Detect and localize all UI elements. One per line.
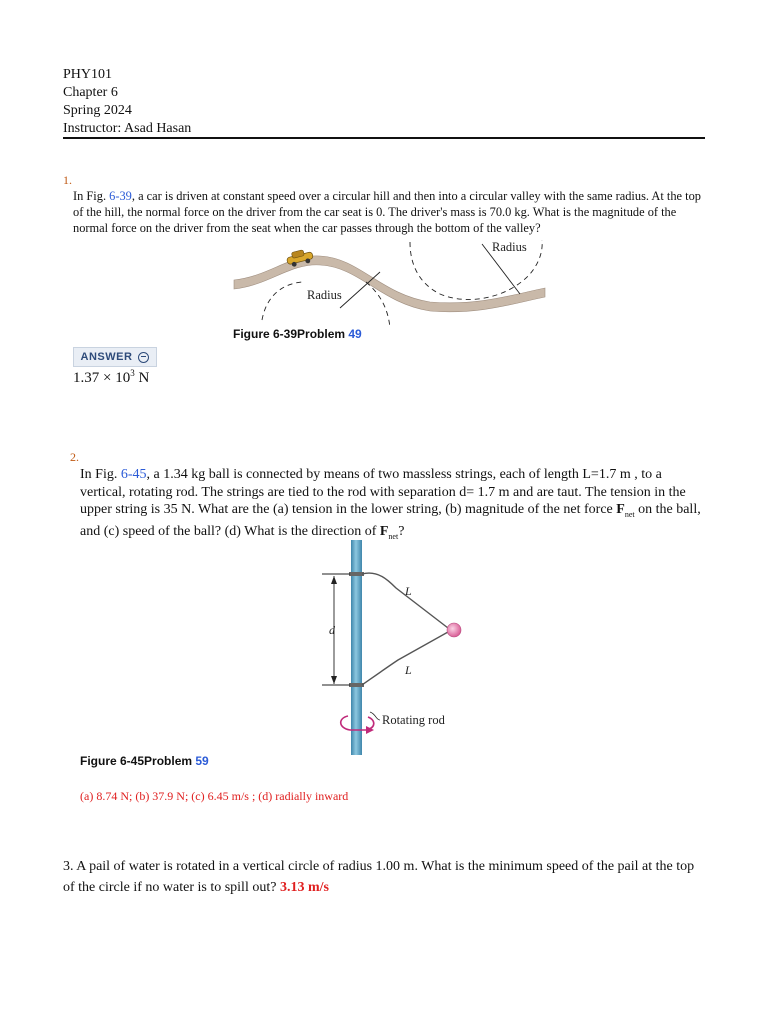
answer-toggle-button[interactable] bbox=[73, 347, 157, 367]
figure-6-39-link[interactable]: 6-39 bbox=[109, 189, 132, 203]
problem2-text bbox=[80, 466, 708, 546]
d-arrow-top bbox=[331, 576, 337, 584]
answer-unit: N bbox=[138, 370, 150, 386]
answer-toggle-label: ANSWER bbox=[80, 351, 133, 363]
lower-knot bbox=[349, 683, 364, 687]
problem1-text bbox=[73, 188, 709, 236]
d-label: d bbox=[329, 623, 335, 637]
problem2-text-intro: In Fig. bbox=[80, 467, 121, 482]
answer-exponent: 3 bbox=[130, 368, 135, 378]
course-code: PHY101 bbox=[63, 67, 113, 82]
valley-radius-label: Radius bbox=[492, 240, 527, 254]
instructor-name: Instructor: Asad Hasan bbox=[63, 121, 192, 136]
figure-6-39-hill-valley bbox=[230, 236, 550, 328]
problem1-text-intro: In Fig. bbox=[73, 189, 110, 203]
problem2-text-body2: on the ball, and (c) speed of the ball? (d) What is the direction of bbox=[80, 502, 701, 540]
net-force-subscript: net bbox=[624, 509, 635, 519]
rotating-rod-label: Rotating rod bbox=[382, 713, 445, 727]
header-divider bbox=[63, 137, 705, 139]
collapse-minus-icon bbox=[138, 352, 149, 363]
net-force-subscript-2: net bbox=[388, 532, 399, 542]
problem-59-link[interactable]: 59 bbox=[195, 754, 209, 768]
problem1-answer bbox=[73, 368, 149, 387]
lower-L-label: L bbox=[405, 663, 412, 677]
lower-string bbox=[362, 632, 448, 685]
figure-6-45-rotating-rod bbox=[300, 540, 480, 755]
chapter-title: Chapter 6 bbox=[63, 85, 118, 100]
problem3-text bbox=[63, 856, 708, 898]
hill-radius-arc bbox=[262, 282, 302, 320]
answer-mantissa: 1.37 bbox=[73, 370, 100, 386]
figure-6-45-link[interactable]: 6-45 bbox=[120, 467, 147, 482]
problem1-text-body: , a car is driven at constant speed over a circular hill and then into a circular valley with the same radius. At the top of the hill, the normal force on the driver from the car seat is 0. The driver's mass is 70.0 kg. What is the magnitude of the normal force on the driver from the seat when the car passes through the bottom of the valley? bbox=[73, 189, 701, 235]
net-force-symbol: F bbox=[616, 502, 625, 517]
upper-knot bbox=[349, 572, 364, 576]
problem2-text-end: ? bbox=[398, 524, 405, 540]
figure-6-45-caption-text: Figure 6-45Problem bbox=[80, 754, 196, 768]
term: Spring 2024 bbox=[63, 103, 132, 118]
problem3-answer: 3.13 m/s bbox=[279, 880, 329, 895]
figure-6-45-caption bbox=[80, 754, 209, 768]
answer-times: × bbox=[103, 370, 112, 386]
upper-string bbox=[362, 573, 448, 628]
d-arrow-bottom bbox=[331, 676, 337, 684]
problem2-answer: (a) 8.74 N; (b) 37.9 N; (c) 6.45 m/s ; (d) radially inward bbox=[80, 789, 349, 803]
problem3-question: 3. A pail of water is rotated in a vertical circle of radius 1.00 m. What is the minimum speed of the pail at the top of the circle if no water is to spill out? bbox=[63, 859, 695, 895]
ball bbox=[447, 623, 461, 637]
problem-49-link[interactable]: 49 bbox=[348, 327, 362, 341]
answer-base: 10 bbox=[115, 370, 131, 386]
problem2-number: 2. bbox=[70, 450, 79, 464]
road-surface bbox=[234, 256, 545, 312]
figure-6-39-caption-text: Figure 6-39Problem bbox=[233, 327, 349, 341]
problem2-text-body: , a 1.34 kg ball is connected by means of two massless strings, each of length L=1.7 m , to a vertical, rotating rod. The strings are tied to the rod with separation d= 1.7 m and are taut. The tension in the upper string is 35 N. What are the (a) tension in the lower string, (b) magnitude of the net force bbox=[80, 467, 686, 517]
figure-6-39-caption bbox=[233, 327, 362, 341]
net-force-symbol-2: F bbox=[379, 524, 389, 540]
hill-radius-label: Radius bbox=[307, 288, 342, 302]
upper-L-label: L bbox=[405, 584, 412, 598]
document-header bbox=[63, 66, 705, 138]
problem1-number: 1. bbox=[63, 173, 72, 187]
